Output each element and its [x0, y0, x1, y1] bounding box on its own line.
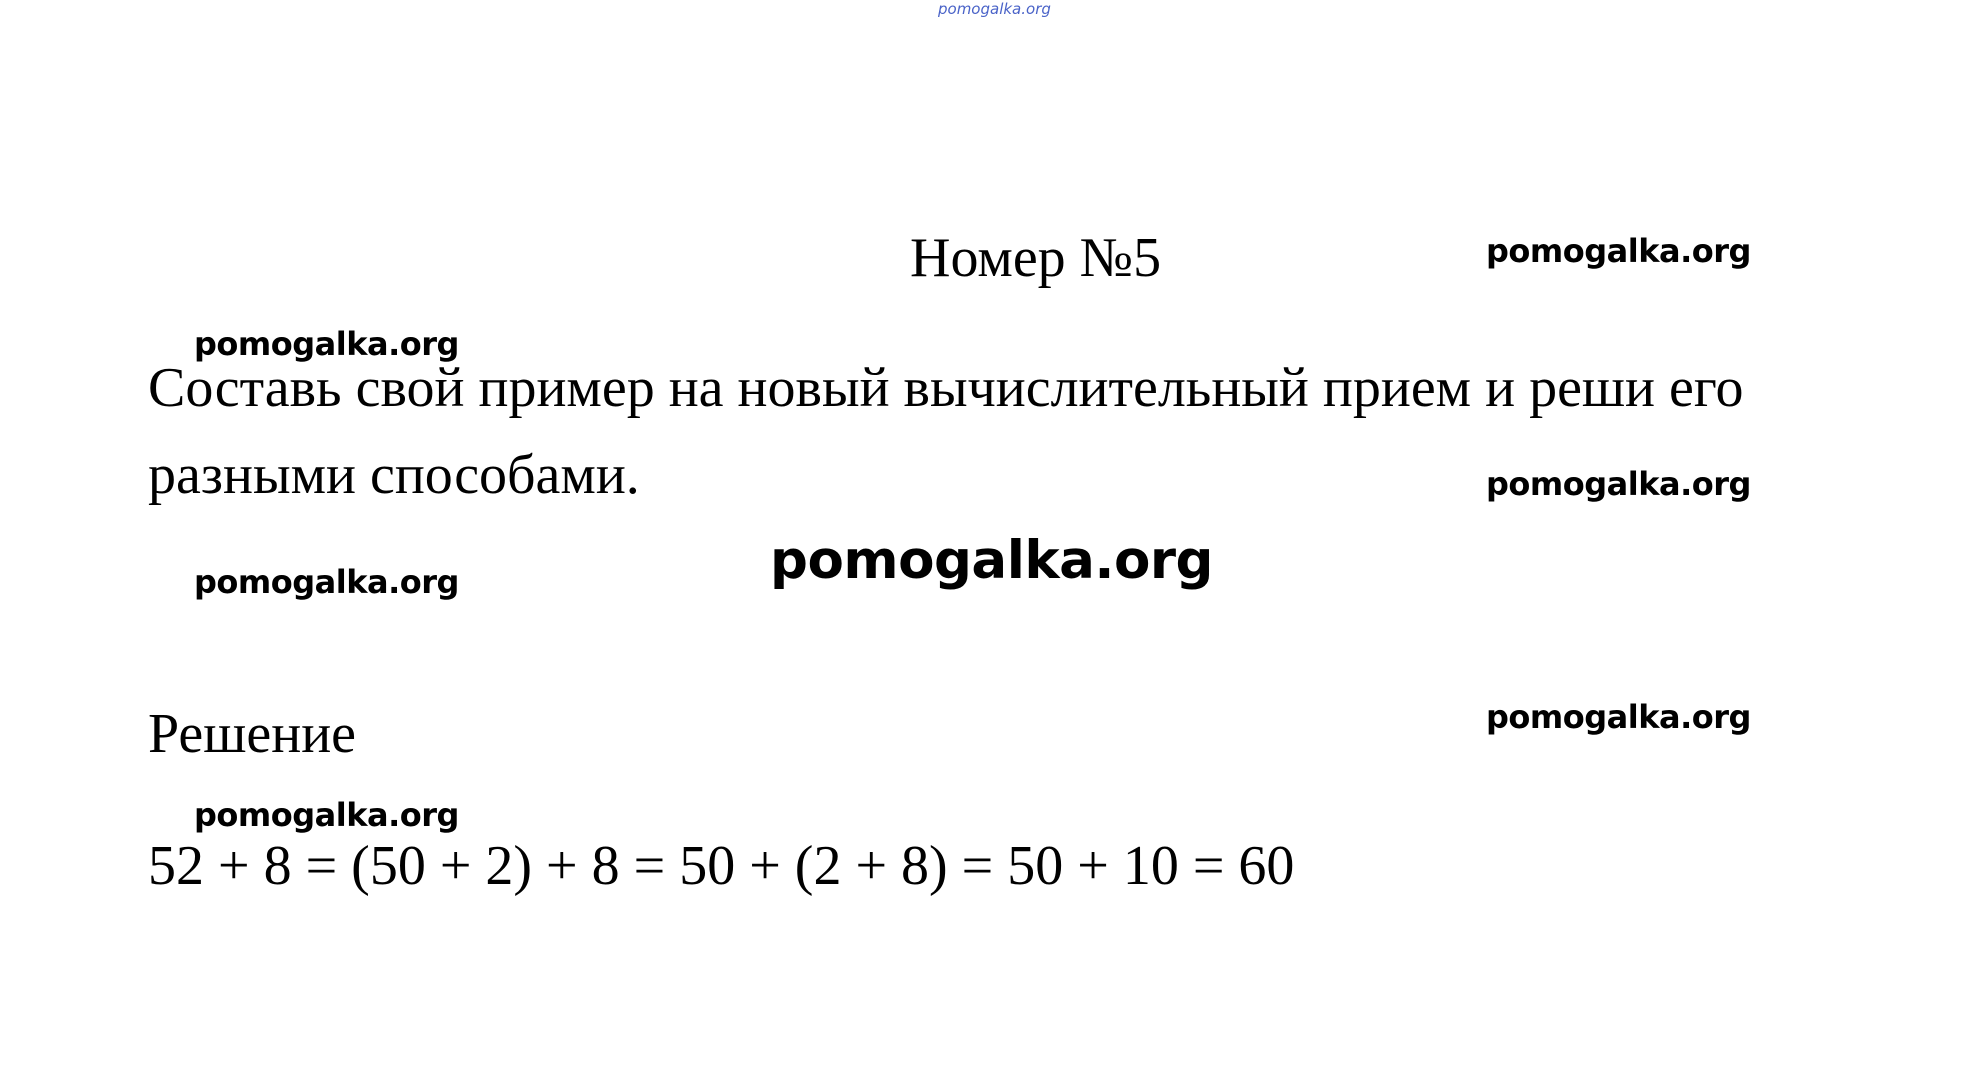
watermark-text: pomogalka.org	[194, 325, 459, 363]
task-text-line-1: Составь свой пример на новый вычислительный прием и реши его	[148, 357, 1744, 419]
watermark-text-large: pomogalka.org	[770, 530, 1213, 591]
solution-equation: 52 + 8 = (50 + 2) + 8 = 50 + (2 + 8) = 50 + 10 = 60	[148, 835, 1295, 897]
watermark-text: pomogalka.org	[1486, 232, 1751, 270]
watermark-text: pomogalka.org	[1486, 465, 1751, 503]
page-title: Номер №5	[910, 227, 1162, 289]
watermark-text: pomogalka.org	[194, 796, 459, 834]
header-site-link[interactable]: pomogalka.org	[938, 0, 1051, 18]
task-text-line-2: разными способами.	[148, 444, 640, 506]
watermark-text: pomogalka.org	[1486, 698, 1751, 736]
solution-heading: Решение	[148, 703, 357, 765]
watermark-text: pomogalka.org	[194, 563, 459, 601]
